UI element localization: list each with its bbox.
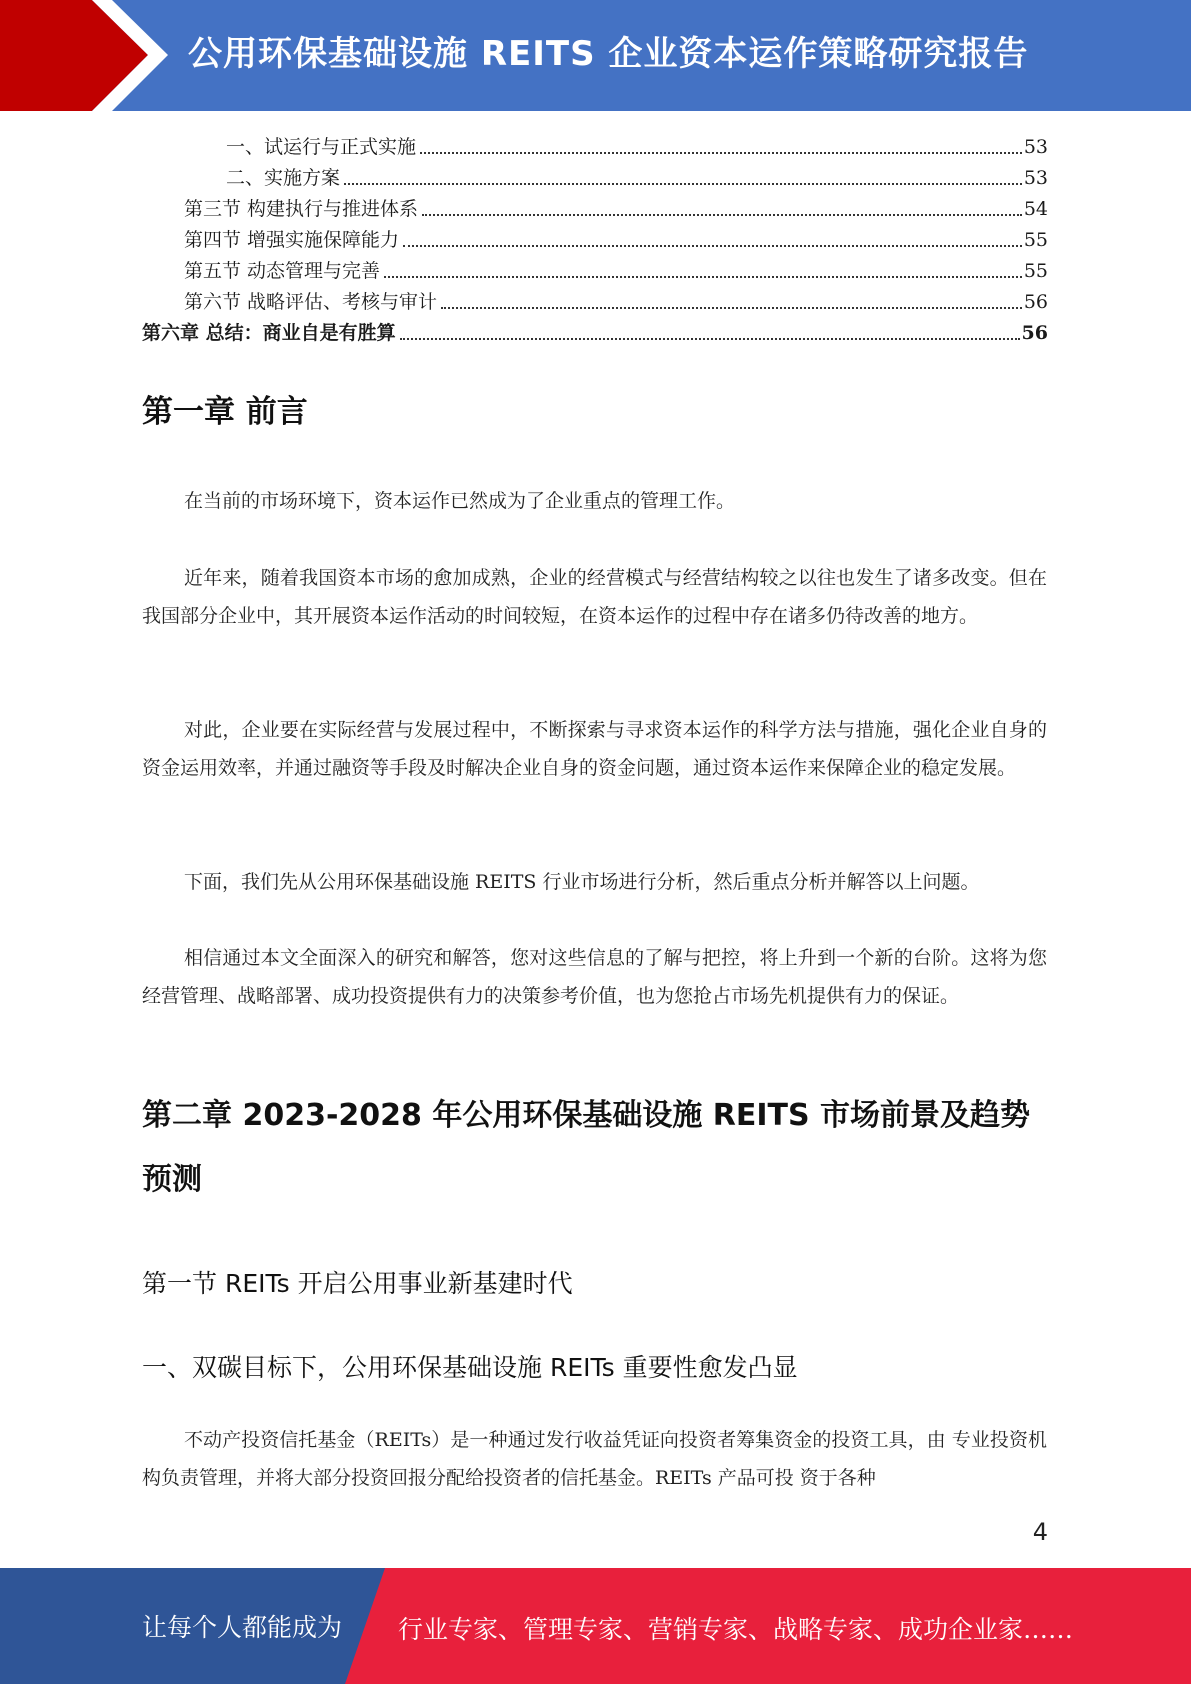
toc-entry-label: 一、试运行与正式实施 <box>226 136 417 158</box>
toc-entry-page: 56 <box>1023 291 1048 313</box>
toc-leader-dots <box>420 151 1022 154</box>
toc-entry-page: 55 <box>1023 260 1048 282</box>
toc-leader-dots <box>422 213 1022 216</box>
toc-entry-page: 55 <box>1023 229 1048 251</box>
chapter-1-paragraph-1: 在当前的市场环境下，资本运作已然成为了企业重点的管理工作。 <box>184 490 736 512</box>
toc-entry[interactable] <box>142 221 1048 252</box>
toc-entry-page: 56 <box>1021 322 1048 344</box>
report-header <box>0 0 1191 111</box>
toc-entry-page: 54 <box>1023 198 1048 220</box>
report-footer <box>0 1568 1191 1684</box>
chapter-1-paragraph-5: 相信通过本文全面深入的研究和解答，您对这些信息的了解与把控，将上升到一个新的台阶。这将为您经营管理、战略部署、成功投资提供有力的决策参考价值，也为您抢占市场先机提供有力的保证。 <box>142 947 1047 1007</box>
toc-entry[interactable] <box>142 190 1048 221</box>
toc-entry-page: 53 <box>1023 167 1048 189</box>
footer-slogan-right: 行业专家、管理专家、营销专家、战略专家、成功企业家…… <box>398 1615 1074 1644</box>
toc-entry-label: 第三节 构建执行与推进体系 <box>184 198 419 220</box>
toc-leader-dots <box>384 275 1022 278</box>
subsection-1-heading: 一、双碳目标下，公用环保基础设施 REITs 重要性愈发凸显 <box>142 1353 798 1382</box>
toc-entry-label: 第六章 总结：商业自是有胜算 <box>142 322 396 344</box>
chapter-1-heading: 第一章 前言 <box>142 394 308 430</box>
toc-entry-label: 二、实施方案 <box>226 167 341 189</box>
toc-entry-label: 第四节 增强实施保障能力 <box>184 229 400 251</box>
toc-entry-label: 第六节 战略评估、考核与审计 <box>184 291 438 313</box>
toc-entry-page: 53 <box>1023 136 1048 158</box>
chapter-2-heading: 第二章 2023-2028 年公用环保基础设施 REITS 市场前景及趋势预测 <box>142 1098 1031 1197</box>
chapter-1-paragraph-2: 近年来，随着我国资本市场的愈加成熟，企业的经营模式与经营结构较之以往也发生了诸多改变。但在我国部分企业中，其开展资本运作活动的时间较短，在资本运作的过程中存在诸多仍待改善的地方。 <box>142 567 1047 627</box>
chapter-2-paragraph-1: 不动产投资信托基金（REITs）是一种通过发行收益凭证向投资者筹集资金的投资工具，由 专业投资机构负责管理，并将大部分投资回报分配给投资者的信托基金。REITs 产品可投 资于各种 <box>142 1429 1047 1489</box>
toc-entry-chapter[interactable] <box>142 314 1048 345</box>
toc-entry[interactable] <box>142 128 1048 159</box>
toc-entry[interactable] <box>142 159 1048 190</box>
chapter-1-paragraph-4: 下面，我们先从公用环保基础设施 REITS 行业市场进行分析，然后重点分析并解答以上问题。 <box>184 871 980 893</box>
page-number: 4 <box>1032 1518 1048 1546</box>
footer-slogan-left: 让每个人都能成为 <box>142 1613 343 1642</box>
report-title: 公用环保基础设施 REITS 企业资本运作策略研究报告 <box>188 34 1029 74</box>
toc-leader-dots <box>403 244 1022 247</box>
toc-entry[interactable] <box>142 283 1048 314</box>
section-1-heading: 第一节 REITs 开启公用事业新基建时代 <box>142 1269 573 1298</box>
chapter-1-paragraph-3: 对此，企业要在实际经营与发展过程中，不断探索与寻求资本运作的科学方法与措施，强化企业自身的资金运用效率，并通过融资等手段及时解决企业自身的资金问题，通过资本运作来保障企业的稳定发展。 <box>142 719 1047 779</box>
toc-leader-dots <box>344 182 1022 185</box>
toc-leader-dots <box>400 337 1020 340</box>
toc-entry[interactable] <box>142 252 1048 283</box>
toc-leader-dots <box>441 306 1022 309</box>
table-of-contents <box>142 128 1048 345</box>
toc-entry-label: 第五节 动态管理与完善 <box>184 260 381 282</box>
